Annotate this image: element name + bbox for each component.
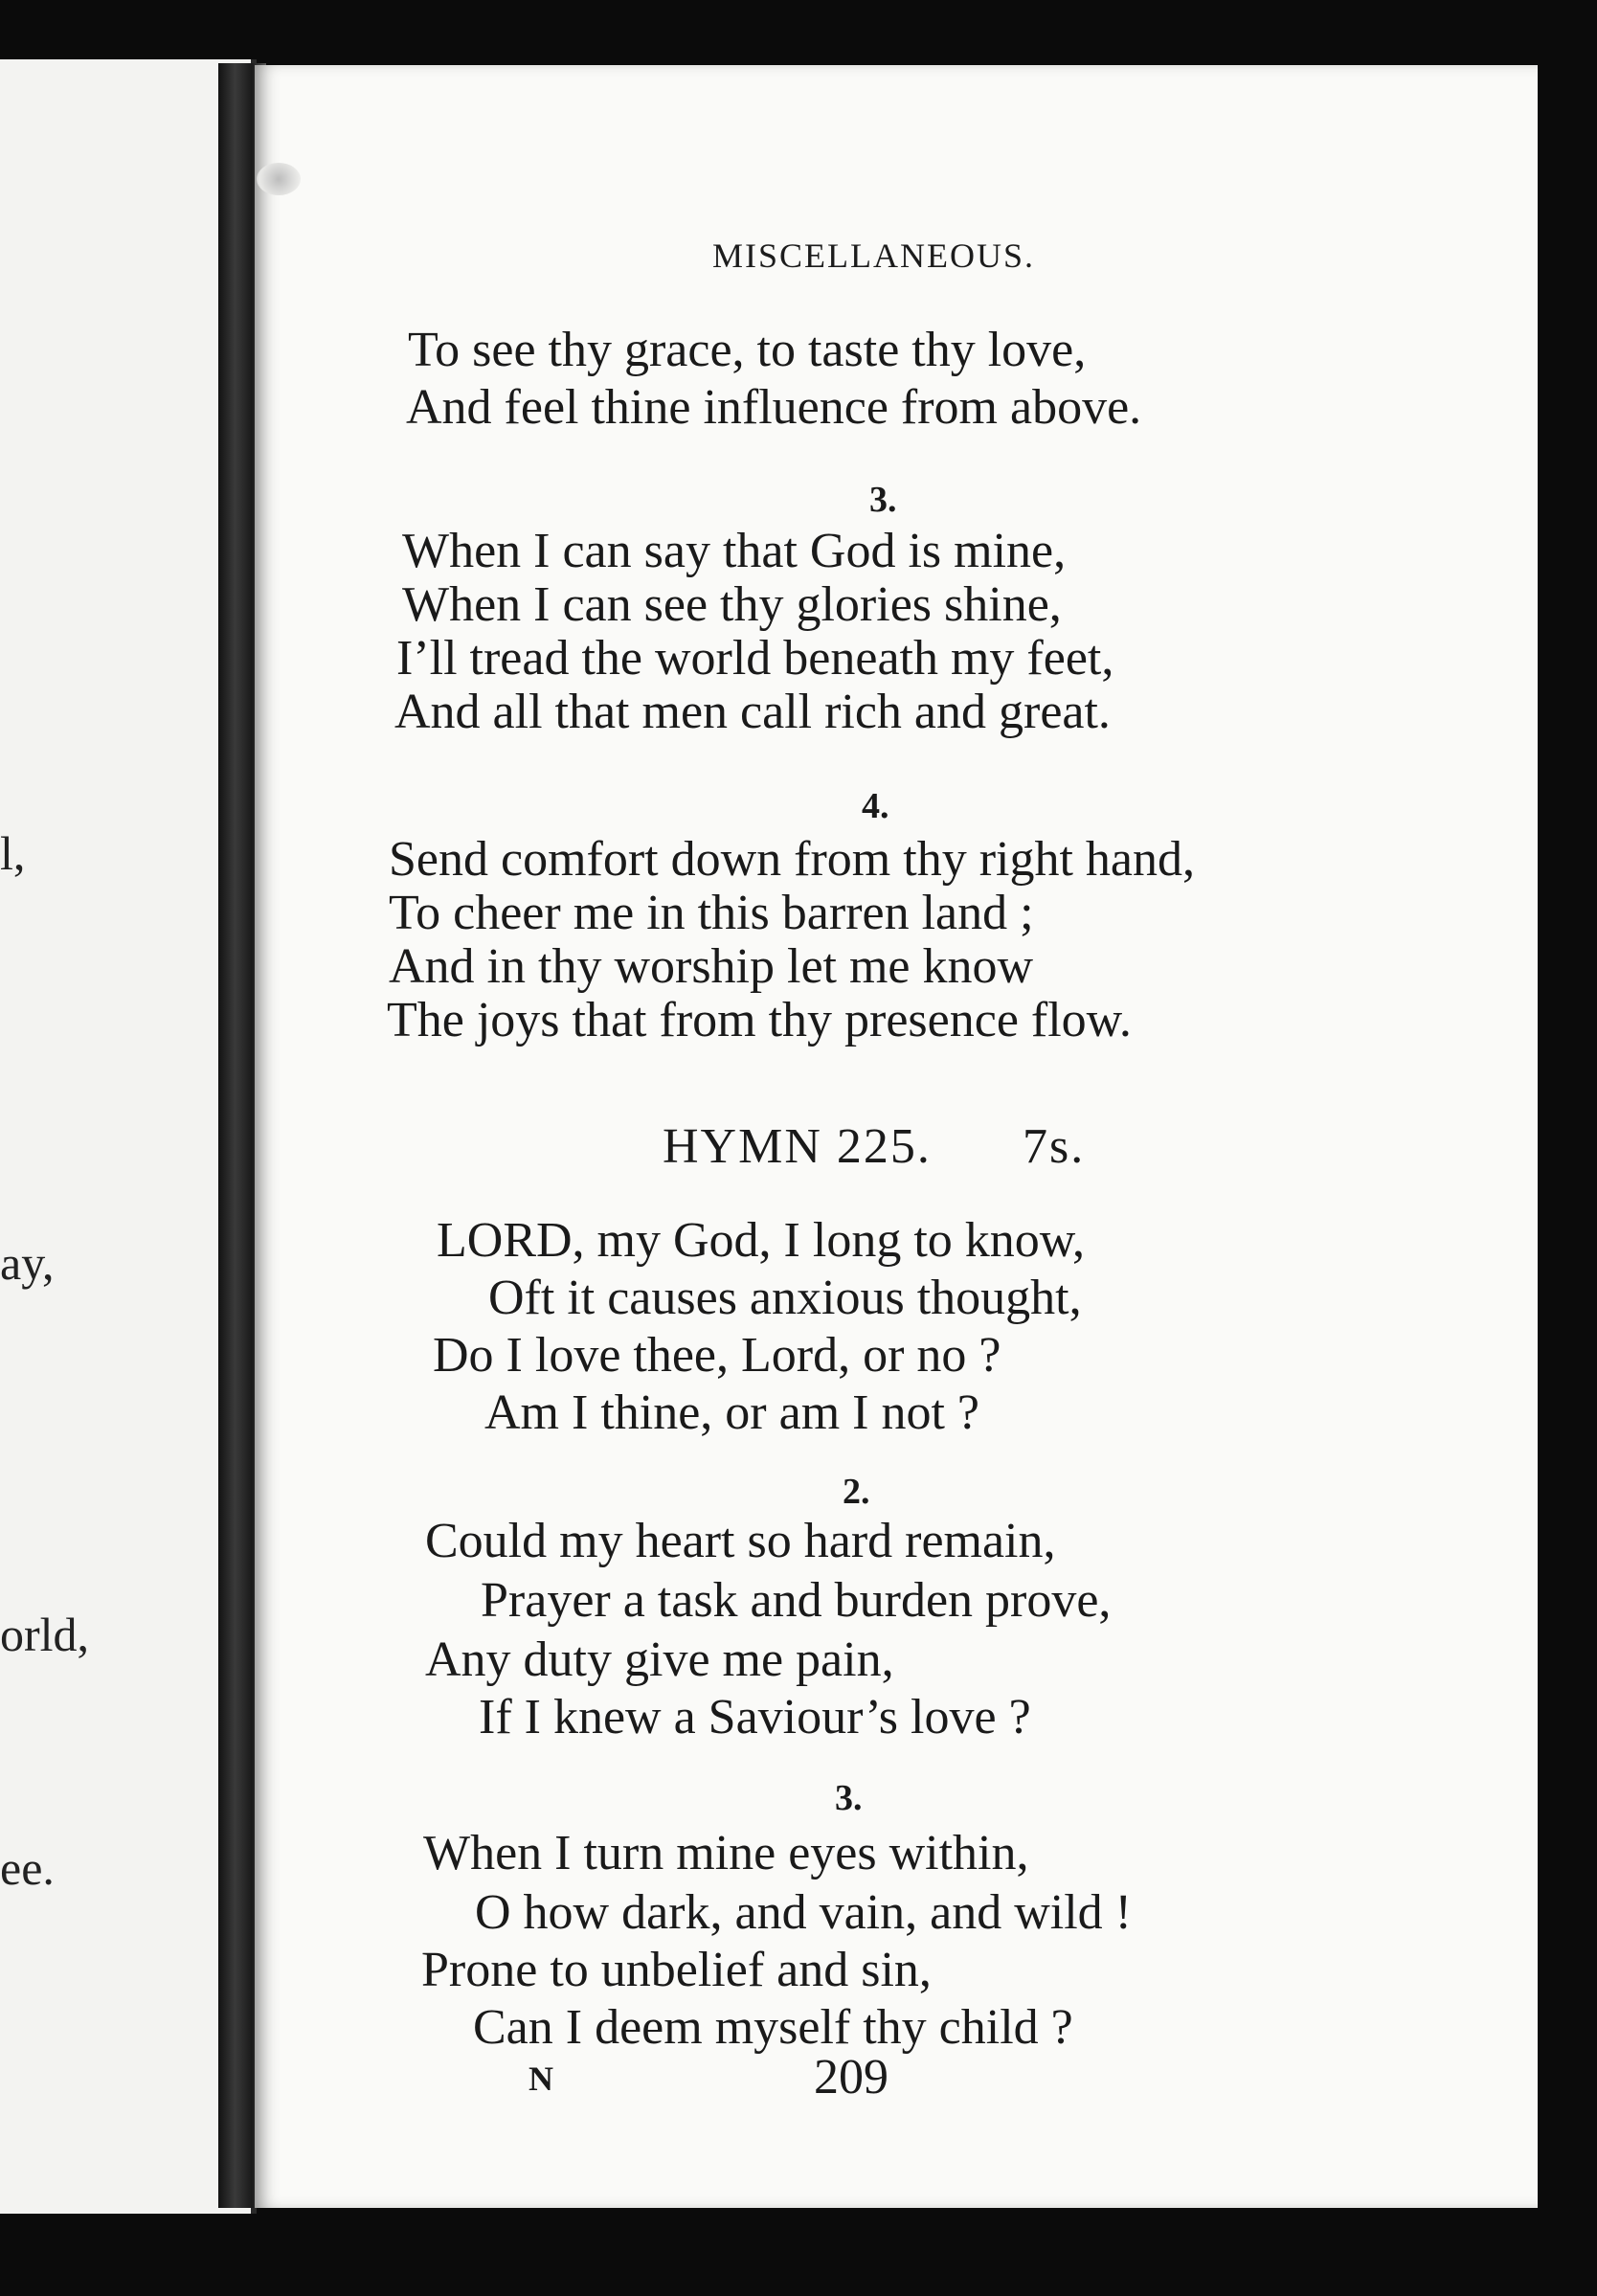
hymn-line: Oft it causes anxious thought, — [488, 1271, 1082, 1325]
hymn-line: And all that men call rich and great. — [394, 685, 1111, 739]
page-smudge — [257, 163, 301, 195]
hymn-line: When I can see thy glories shine, — [402, 577, 1062, 632]
hymn-line: Am I thine, or am I not ? — [484, 1385, 979, 1440]
signature-mark: N — [529, 2060, 553, 2098]
hymn-line: The joys that from thy presence flow. — [387, 993, 1132, 1047]
hymn-line: Can I deem myself thy child ? — [473, 2000, 1073, 2055]
page-number: 209 — [814, 2050, 888, 2105]
hymn-line: To cheer me in this barren land ; — [389, 886, 1034, 940]
hymn-line: LORD, my God, I long to know, — [437, 1213, 1085, 1268]
hymn-line: Do I love thee, Lord, or no ? — [433, 1328, 1001, 1383]
hymn-line: Prone to unbelief and sin, — [421, 1943, 932, 1997]
left-page-fragment: ee. — [0, 1841, 55, 1895]
hymn-meter: 7s. — [1023, 1119, 1086, 1174]
left-page-fragment: orld, — [0, 1608, 90, 1661]
verse-number: 3. — [869, 480, 897, 520]
hymn-line: Any duty give me pain, — [425, 1632, 894, 1687]
verse-number: 2. — [843, 1472, 870, 1512]
hymn-line: To see thy grace, to taste thy love, — [408, 323, 1087, 377]
hymn-line: Prayer a task and burden prove, — [481, 1573, 1112, 1628]
hymn-line: And in thy worship let me know — [389, 939, 1034, 994]
verse-number: 4. — [862, 786, 889, 826]
hymn-line: Send comfort down from thy right hand, — [389, 832, 1195, 887]
hymn-title: HYMN 225. — [663, 1119, 932, 1174]
left-page-fragment: l, — [0, 826, 26, 880]
hymn-line: When I can say that God is mine, — [402, 524, 1067, 578]
verse-number: 3. — [835, 1778, 863, 1818]
hymn-line: And feel thine influence from above. — [406, 380, 1142, 435]
running-head: MISCELLANEOUS. — [712, 236, 1036, 275]
hymn-line: O how dark, and vain, and wild ! — [475, 1885, 1132, 1940]
hymn-line: Could my heart so hard remain, — [425, 1514, 1056, 1568]
hymn-line: I’ll tread the world beneath my feet, — [396, 631, 1114, 686]
left-page-fragment: ay, — [0, 1236, 55, 1290]
hymn-line: When I turn mine eyes within, — [423, 1826, 1029, 1880]
hymn-line: If I knew a Saviour’s love ? — [479, 1690, 1031, 1745]
